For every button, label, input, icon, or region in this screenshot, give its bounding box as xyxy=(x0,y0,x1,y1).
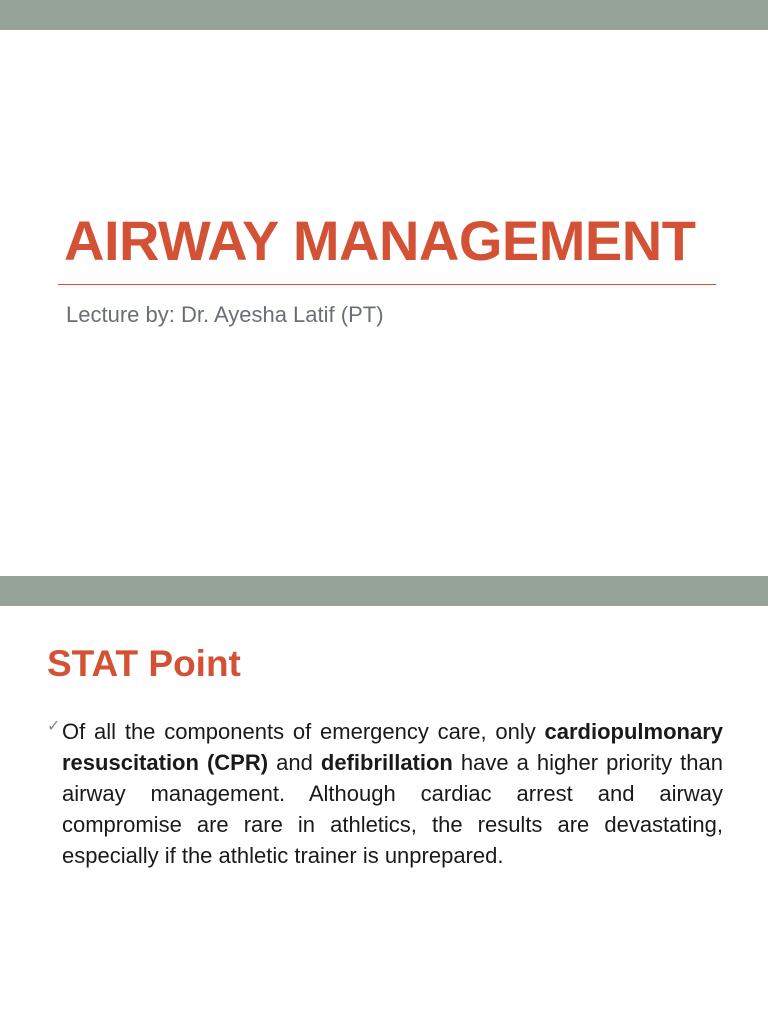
bullet-bold-defibrillation: defibrillation xyxy=(320,750,453,775)
content-slide xyxy=(0,576,768,1024)
checkmark-icon: ✓ xyxy=(47,718,61,735)
bullet-text-part: and xyxy=(268,750,321,775)
bullet-text-part: Of all the components of emergency care, only xyxy=(62,719,545,744)
top-band xyxy=(0,576,768,606)
bullet-item xyxy=(47,716,723,871)
bullet-bold-cpr: cardiopulmonary resuscitation (CPR) xyxy=(62,719,723,775)
bullet-text xyxy=(62,716,723,871)
bullet-text-part: have a higher priority than airway management. Although cardiac arrest and airway compromise are rare in athletics, the results are devastating, especially if the athletic trainer is unprepared. xyxy=(62,750,723,868)
slide-title: AIRWAY MANAGEMENT xyxy=(64,209,696,272)
top-band xyxy=(0,0,768,30)
slide-subtitle: Lecture by: Dr. Ayesha Latif (PT) xyxy=(66,302,384,327)
title-divider xyxy=(58,284,716,285)
slide-heading: STAT Point xyxy=(47,643,241,684)
